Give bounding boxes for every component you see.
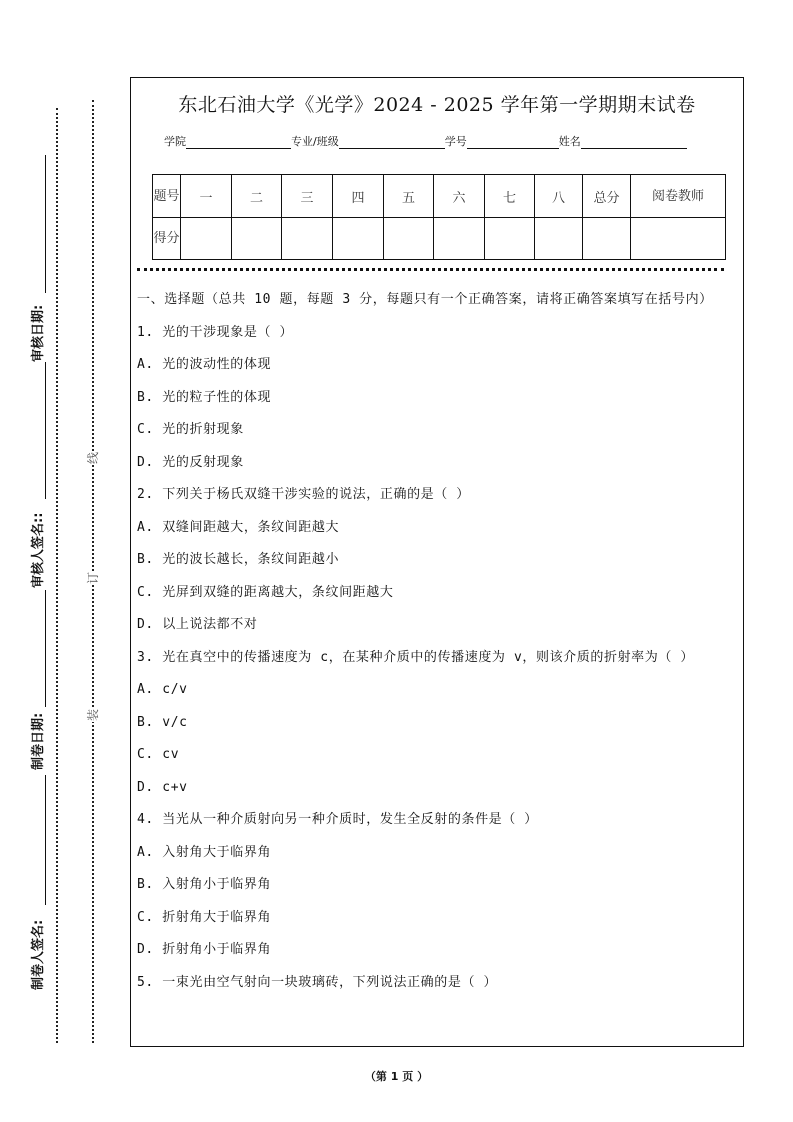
score-table	[152, 174, 726, 260]
option-d: D. c+v	[137, 779, 188, 795]
review-date-line-lower	[45, 362, 46, 499]
col-header-4: 四	[333, 175, 384, 218]
col-header-2: 二	[232, 175, 282, 218]
option-b: B. 入射角小于临界角	[137, 877, 272, 892]
question-stem: 2. 下列关于杨氏双缝干涉实验的说法，正确的是（ ）	[137, 487, 470, 502]
name-label: 姓名	[558, 135, 581, 148]
question-stem: 4. 当光从一种介质射向另一种介质时，发生全反射的条件是（ ）	[137, 812, 538, 827]
inner-dotted-line	[56, 108, 58, 1043]
score-cell-grader[interactable]	[631, 218, 726, 260]
question-2	[137, 484, 737, 647]
student-info-row	[164, 133, 687, 149]
option-b: B. v/c	[137, 714, 188, 730]
binding-char-line: 线	[85, 451, 100, 465]
option-b: B. 光的粒子性的体现	[137, 389, 272, 405]
exam-page	[130, 77, 744, 1047]
question-number-header: 题号	[153, 175, 181, 218]
option-b: B. 光的波长越长，条纹间距越小	[137, 552, 340, 567]
binding-char-bind: 装	[85, 708, 100, 722]
col-header-3: 三	[282, 175, 333, 218]
question-stem: 5. 一束光由空气射向一块玻璃砖，下列说法正确的是（ ）	[137, 974, 498, 990]
option-c: C. 折射角大于临界角	[137, 909, 272, 925]
col-header-1: 一	[181, 175, 232, 218]
page-number: （第 1 页 ）	[364, 1070, 429, 1083]
score-table-score-row	[153, 218, 726, 260]
col-header-8: 八	[535, 175, 583, 218]
option-a: A. 光的波动性的体现	[137, 357, 272, 372]
score-header: 得分	[153, 218, 181, 260]
score-cell-2[interactable]	[232, 218, 282, 260]
major-class-label: 专业/班级	[291, 135, 339, 148]
score-cell-4[interactable]	[333, 218, 384, 260]
score-cell-total[interactable]	[583, 218, 631, 260]
col-header-5: 五	[384, 175, 434, 218]
option-a: A. 双缝间距越大，条纹间距越大	[137, 519, 340, 535]
college-label: 学院	[164, 135, 186, 148]
review-date-line	[45, 155, 46, 293]
score-cell-7[interactable]	[485, 218, 535, 260]
score-cell-6[interactable]	[434, 218, 485, 260]
col-header-6: 六	[434, 175, 485, 218]
major-class-field[interactable]	[339, 134, 445, 149]
option-d: D. 以上说法都不对	[137, 617, 258, 632]
section-heading: 一、选择题（总共 10 题，每题 3 分，每题只有一个正确答案，请将正确答案填写在括号内）	[137, 292, 713, 307]
student-id-field[interactable]	[467, 134, 559, 149]
score-cell-3[interactable]	[282, 218, 333, 260]
score-cell-1[interactable]	[181, 218, 232, 260]
score-cell-8[interactable]	[535, 218, 583, 260]
option-a: A. c/v	[137, 682, 188, 697]
option-c: C. 光的折射现象	[137, 422, 244, 437]
question-stem: 3. 光在真空中的传播速度为 c，在某种介质中的传播速度为 v，则该介质的折射率为（ ）	[137, 649, 695, 665]
question-1	[137, 322, 737, 485]
exam-title: 东北石油大学《光学》2024 - 2025 学年第一学期期末试卷	[178, 94, 696, 116]
question-stem: 1. 光的干涉现象是（ ）	[137, 324, 294, 340]
reviewer-signature-line	[45, 590, 46, 707]
exam-content	[137, 289, 737, 993]
col-header-grader: 阅卷教师	[631, 175, 726, 218]
option-d: D. 折射角小于临界角	[137, 942, 272, 957]
question-4	[137, 809, 737, 972]
question-5	[137, 972, 737, 993]
option-d: D. 光的反射现象	[137, 454, 244, 470]
college-field[interactable]	[186, 134, 291, 149]
score-cell-5[interactable]	[384, 218, 434, 260]
binding-char-staple: 订	[85, 571, 100, 585]
col-header-total: 总分	[583, 175, 631, 218]
question-3	[137, 647, 737, 810]
option-c: C. cv	[137, 747, 180, 762]
student-id-label: 学号	[444, 135, 467, 148]
option-a: A. 入射角大于临界角	[137, 844, 272, 860]
dotted-separator	[137, 268, 724, 271]
compile-date-line	[45, 775, 46, 905]
name-field[interactable]	[581, 134, 687, 149]
score-table-header-row	[153, 175, 726, 218]
col-header-7: 七	[485, 175, 535, 218]
option-c: C. 光屏到双缝的距离越大，条纹间距越大	[137, 584, 394, 600]
